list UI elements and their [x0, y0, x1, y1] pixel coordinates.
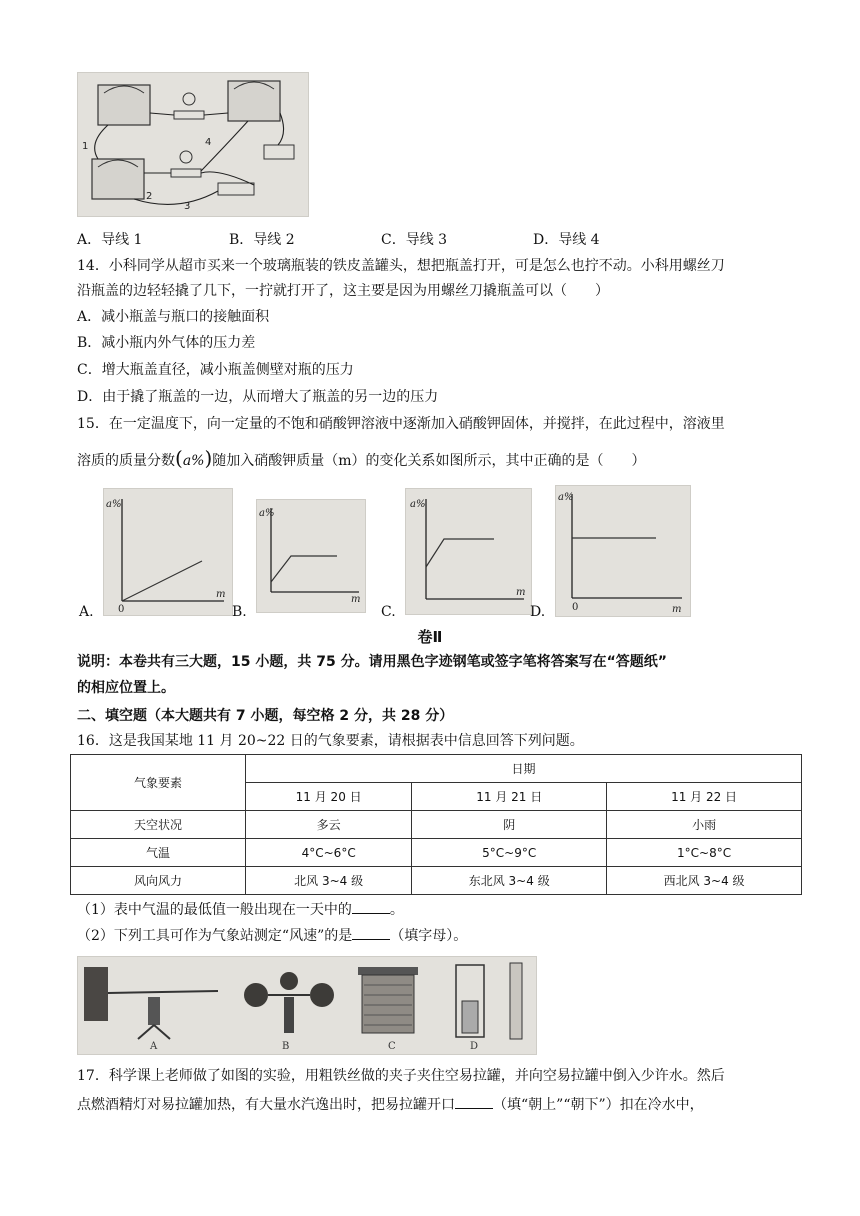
graph-b-y-label: a%	[259, 508, 275, 519]
q17-line2-text: 点燃酒精灯对易拉罐加热，有大量水汽逸出时，把易拉罐开口	[77, 1097, 455, 1113]
q15-stem-line2: 溶质的质量分数(a%)随加入硝酸钾质量（m）的变化关系如图所示，其中正确的是（ ）	[77, 446, 646, 470]
tool-label-b: B	[282, 1041, 290, 1052]
graph-a-y-label: a%	[106, 499, 122, 510]
table-date: 11 月 20 日	[246, 783, 412, 811]
graph-a-origin: 0	[118, 604, 125, 615]
q17-line2-end: （填“朝上”“朝下”）扣在冷水中，	[493, 1097, 704, 1113]
wire-label-2: 2	[146, 191, 153, 202]
part-title: 二、填空题（本大题共有 7 小题，每空格 2 分，共 28 分）	[77, 708, 454, 724]
circuit-figure	[77, 72, 309, 217]
graph-b-x-label: m	[351, 594, 361, 605]
tool-label-c: C	[388, 1041, 396, 1052]
table-date: 11 月 21 日	[412, 783, 607, 811]
section-note-line2: 的相应位置上。	[77, 680, 175, 696]
graph-d-origin: 0	[572, 602, 579, 613]
graph-c-y-label: a%	[410, 499, 426, 510]
graph-c-x-label: m	[516, 587, 526, 598]
wire-label-3: 3	[184, 201, 191, 212]
q16-stem: 16．这是我国某地 11 月 20~22 日的气象要素，请根据表中信息回答下列问题。	[77, 733, 584, 749]
table-row	[71, 839, 802, 867]
table-cell: 东北风 3~4 级	[412, 867, 607, 895]
q13-option-d[interactable]: D．导线 4	[533, 232, 600, 248]
row-label: 气温	[71, 839, 246, 867]
q14-stem-line1: 14．小科同学从超市买来一个玻璃瓶装的铁皮盖罐头，想把瓶盖打开，可是怎么也拧不动。小科用螺丝刀	[77, 258, 725, 274]
q13-option-a[interactable]: A．导线 1	[77, 232, 143, 248]
wire-label-4: 4	[205, 137, 212, 148]
answer-blank[interactable]	[455, 1094, 493, 1109]
q14-option-b[interactable]: B．减小瓶内外气体的压力差	[77, 335, 256, 351]
q13-options	[77, 229, 777, 249]
graph-d-y-label: a%	[558, 492, 574, 503]
table-row	[71, 867, 802, 895]
graph-a	[103, 488, 233, 616]
answer-blank[interactable]	[352, 925, 390, 940]
weather-tools-figure	[77, 956, 537, 1055]
table-date-header: 日期	[246, 755, 802, 783]
tool-label-a: A	[150, 1041, 158, 1052]
q16-sub1-end: 。	[389, 902, 404, 918]
table-cell: 1°C~8°C	[607, 839, 802, 867]
q15-option-c[interactable]: C.	[381, 604, 396, 620]
table-corner: 气象要素	[71, 755, 246, 811]
table-row	[71, 811, 802, 839]
graph-a-x-label: m	[216, 589, 226, 600]
q13-option-b[interactable]: B．导线 2	[229, 232, 295, 248]
q16-sub1	[77, 899, 404, 920]
q17-line1: 17．科学课上老师做了如图的实验，用粗铁丝做的夹子夹住空易拉罐，并向空易拉罐中倒入少许水。然后	[77, 1068, 725, 1084]
q15-option-a[interactable]: A.	[79, 604, 94, 620]
q16-sub2-end: （填字母）。	[390, 928, 468, 944]
weather-table	[70, 754, 802, 895]
table-cell: 阴	[412, 811, 607, 839]
q14-option-a[interactable]: A．减小瓶盖与瓶口的接触面积	[77, 309, 270, 325]
table-cell: 北风 3~4 级	[246, 867, 412, 895]
table-cell: 4°C~6°C	[246, 839, 412, 867]
wire-label-1: 1	[82, 141, 89, 152]
row-label: 风向风力	[71, 867, 246, 895]
section-title: 卷Ⅱ	[417, 628, 443, 646]
q15-stem-text-a: 溶质的质量分数	[77, 453, 175, 469]
q15-option-d[interactable]: D.	[530, 604, 546, 620]
q15-stem-text-b: 随加入硝酸钾质量（m）的变化关系如图所示，其中正确的是（ ）	[212, 453, 646, 469]
graph-c	[405, 488, 532, 615]
table-cell: 多云	[246, 811, 412, 839]
q16-sub1-text: （1）表中气温的最低值一般出现在一天中的	[77, 902, 352, 918]
graph-d-x-label: m	[672, 604, 682, 615]
q16-sub2-text: （2）下列工具可作为气象站测定“风速”的是	[77, 928, 353, 944]
answer-blank[interactable]	[352, 899, 390, 914]
q14-option-d[interactable]: D．由于撬了瓶盖的一边，从而增大了瓶盖的另一边的压力	[77, 389, 439, 405]
table-date: 11 月 22 日	[607, 783, 802, 811]
row-label: 天空状况	[71, 811, 246, 839]
table-cell: 5°C~9°C	[412, 839, 607, 867]
q16-sub2	[77, 925, 467, 946]
tool-label-d: D	[470, 1041, 479, 1052]
q17-line2	[77, 1094, 704, 1115]
q14-option-c[interactable]: C．增大瓶盖直径，减小瓶盖侧壁对瓶的压力	[77, 362, 354, 378]
table-cell: 西北风 3~4 级	[607, 867, 802, 895]
q15-formula: a%	[182, 453, 205, 469]
table-cell: 小雨	[607, 811, 802, 839]
q14-stem-line2: 沿瓶盖的边轻轻撬了几下，一拧就打开了，这主要是因为用螺丝刀撬瓶盖可以（ ）	[77, 283, 609, 299]
section-note-line1: 说明：本卷共有三大题，15 小题，共 75 分。请用黑色字迹钢笔或签字笔将答案写在“答题纸”	[77, 654, 667, 670]
q15-option-b[interactable]: B.	[232, 604, 247, 620]
graph-b	[256, 499, 366, 613]
q15-stem-line1: 15．在一定温度下，向一定量的不饱和硝酸钾溶液中逐渐加入硝酸钾固体，并搅拌，在此过程中，溶液里	[77, 416, 725, 432]
graph-d	[555, 485, 691, 617]
q13-option-c[interactable]: C．导线 3	[381, 232, 448, 248]
